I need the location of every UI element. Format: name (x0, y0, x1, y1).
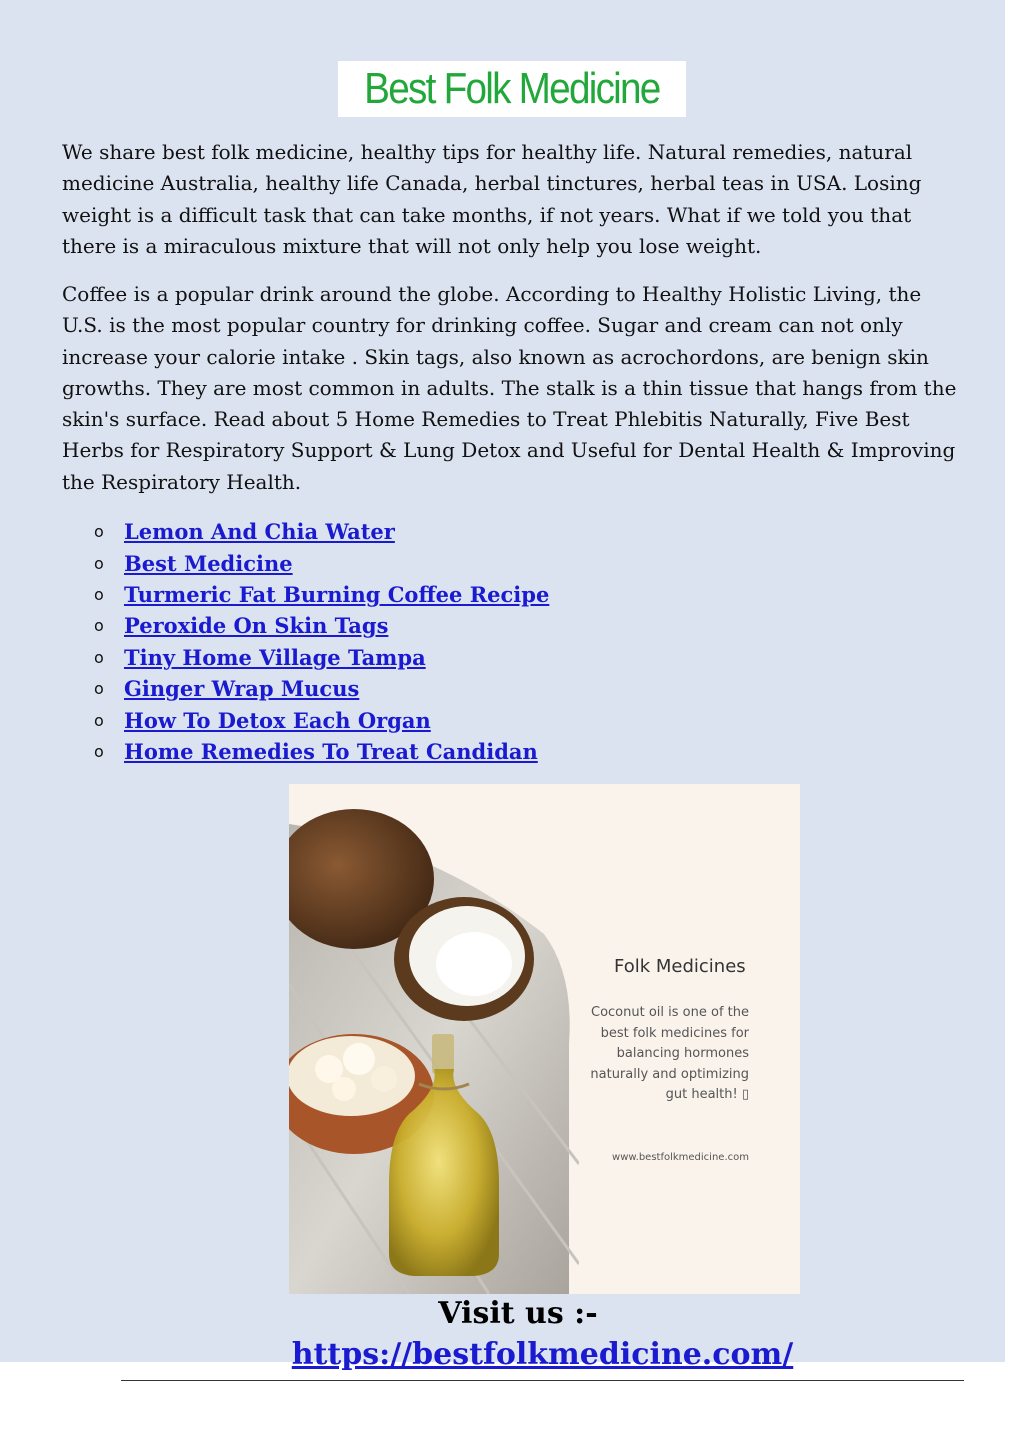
link-best-medicine[interactable]: Best Medicine (124, 550, 293, 576)
visit-us-label: Visit us :- (438, 1296, 598, 1331)
list-item (94, 516, 549, 547)
promo-url: www.bestfolkmedicine.com (612, 1151, 749, 1163)
list-item (94, 547, 549, 578)
article-link-list (94, 516, 549, 767)
footer-divider (121, 1380, 964, 1381)
link-candidan-remedies[interactable]: Home Remedies To Treat Candidan (124, 738, 538, 764)
site-logo[interactable] (338, 61, 686, 117)
list-item (94, 642, 549, 673)
link-peroxide-skin-tags[interactable]: Peroxide On Skin Tags (124, 613, 389, 639)
list-item (94, 610, 549, 641)
promo-title: Folk Medicines (614, 956, 746, 977)
visit-url-container (0, 1337, 1024, 1372)
coconut-oil-photo (289, 784, 579, 1294)
intro-paragraph: We share best folk medicine, healthy tips for healthy life. Natural remedies, natural medicine Australia, healthy life Canada, herbal tinctures, herbal teas in USA. Losing weight is a difficult task that can take months, if not years. What if we told you that there is a miraculous mixture that will not only help you lose weight. (62, 140, 922, 258)
bullet-icon: o (94, 553, 104, 573)
link-turmeric-coffee[interactable]: Turmeric Fat Burning Coffee Recipe (124, 581, 550, 607)
promo-description: Coconut oil is one of the best folk medicines for balancing hormones naturally and optimizing gut health! ▯ (590, 1005, 749, 1102)
promo-image (289, 784, 800, 1294)
link-tiny-home-village[interactable]: Tiny Home Village Tampa (124, 644, 426, 670)
list-item (94, 579, 549, 610)
bullet-icon: o (94, 741, 104, 761)
link-lemon-chia-water[interactable]: Lemon And Chia Water (124, 519, 395, 545)
link-detox-organ[interactable]: How To Detox Each Organ (124, 707, 431, 733)
bullet-icon: o (94, 522, 104, 542)
bullet-icon: o (94, 584, 104, 604)
list-item (94, 673, 549, 704)
bullet-icon: o (94, 679, 104, 699)
bullet-icon: o (94, 710, 104, 730)
website-link[interactable]: https://bestfolkmedicine.com/ (291, 1337, 794, 1372)
list-item (94, 704, 549, 735)
link-ginger-wrap[interactable]: Ginger Wrap Mucus (124, 676, 360, 702)
body-paragraph: Coffee is a popular drink around the globe. According to Healthy Holistic Living, the U.S. is the most popular country for drinking coffee. Sugar and cream can not only increase your calorie intake . Skin tags, also known as acrochordons, are benign skin growths. They are most common in adults. The stalk is a thin tissue that hangs from the skin's surface. Read about 5 Home Remedies to Treat Phlebitis Naturally, Five Best Herbs for Respiratory Support & Lung Detox and Useful for Dental Health & Improving the Respiratory Health. (62, 282, 957, 494)
list-item (94, 736, 549, 767)
bullet-icon: o (94, 616, 104, 636)
logo-text: Best Folk Medicine (364, 64, 660, 113)
promo-text-block (584, 956, 749, 1163)
bullet-icon: o (94, 647, 104, 667)
